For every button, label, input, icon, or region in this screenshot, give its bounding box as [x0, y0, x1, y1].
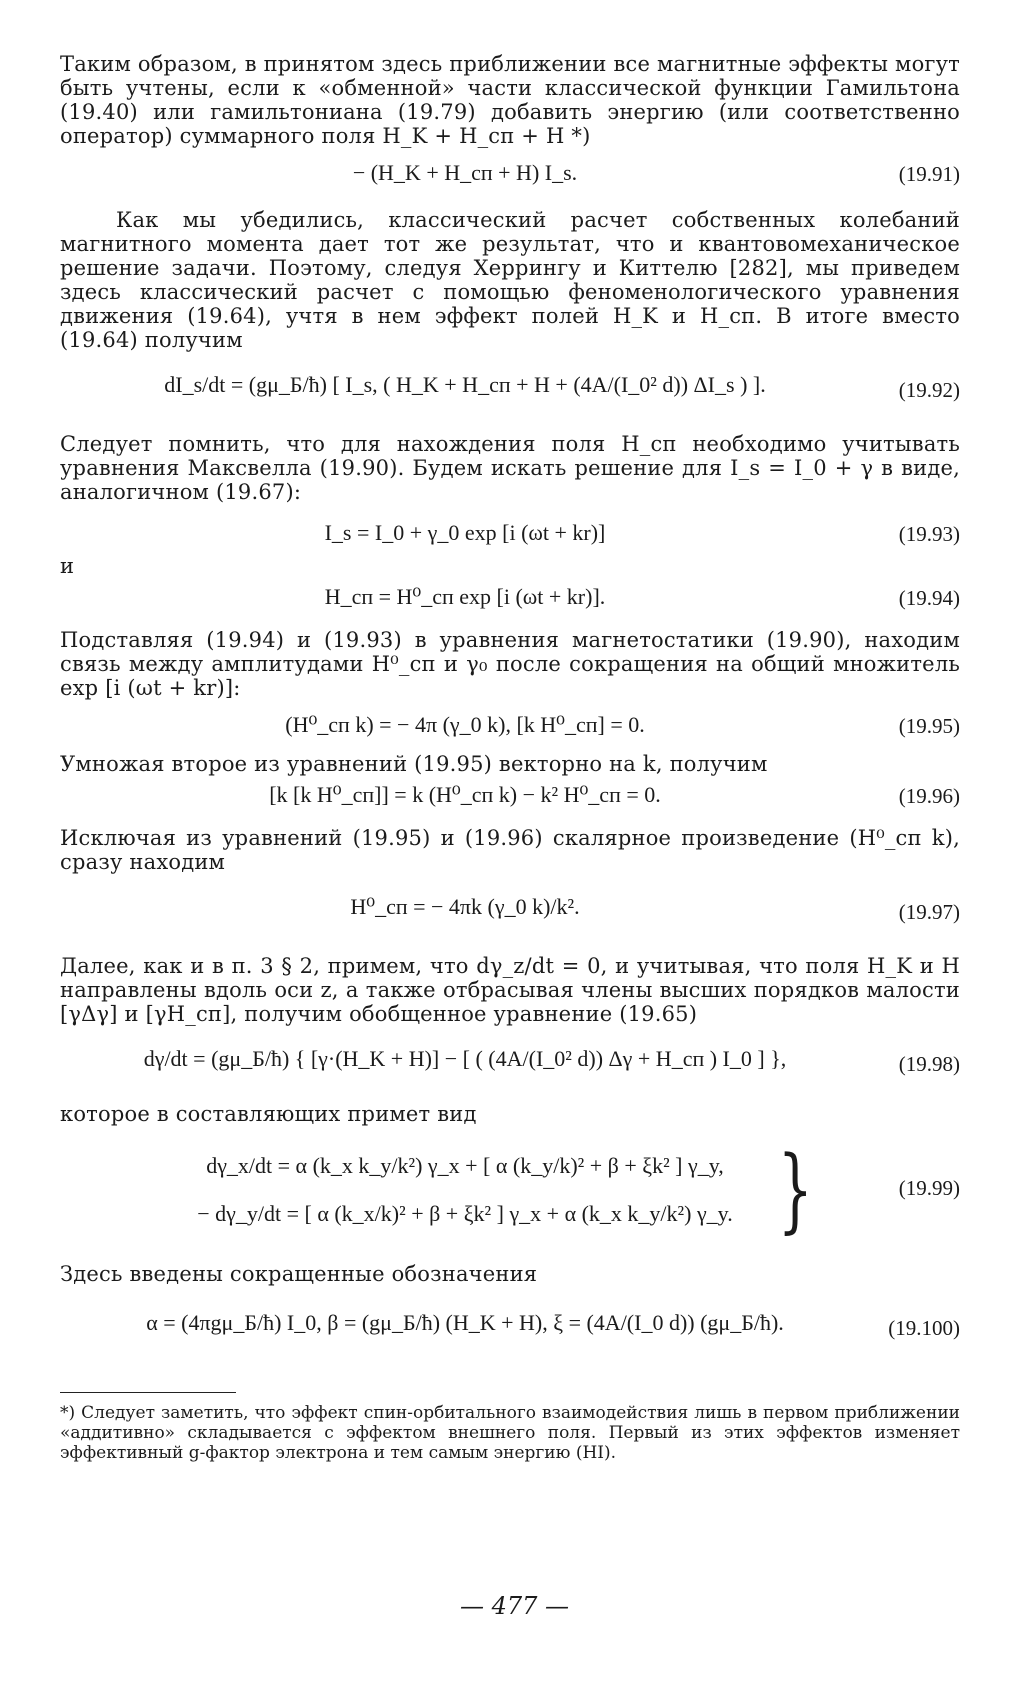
paragraph: Здесь введены сокращенные обозначения [60, 1262, 538, 1286]
equation-formula: H⁰_сп = − 4πk (γ_0 k)/k². [350, 894, 580, 919]
paragraph: Таким образом, в принятом здесь приближении все магнитные эффекты могут быть учтены, если к «обменной» части классической функции Гамильтона (19.40) или гамильтониана (19.79) добавить энергию (или соответственно оператор) суммарного поля H_K + H_сп + H *) [60, 52, 960, 148]
equation-19-100 [60, 1296, 960, 1360]
equation-number: (19.96) [898, 784, 960, 808]
equation-19-95 [60, 706, 960, 746]
equation-formula: α = (4πgμ_Б/ħ) I_0, β = (gμ_Б/ħ) (H_K + H), ξ = (4A/(I_0 d)) (gμ_Б/ħ). [146, 1310, 784, 1335]
equation-19-98 [60, 1032, 960, 1096]
paragraph: Подставляя (19.94) и (19.93) в уравнения магнетостатики (19.90), находим связь между амплитудами H⁰_сп и γ₀ после сокращения на общий множитель exp [i (ωt + kr)]: [60, 628, 960, 700]
equation-formula: H_сп = H⁰_сп exp [i (ωt + kr)]. [324, 584, 606, 609]
equation-formula: − dγ_y/dt = [ α (k_x/k)² + β + ξk² ] γ_x + α (k_x k_y/k²) γ_y. [197, 1201, 733, 1226]
equation-number: (19.100) [888, 1316, 960, 1340]
equation-formula: [k [k H⁰_сп]] = k (H⁰_сп k) − k² H⁰_сп = 0. [269, 782, 661, 807]
equation-19-96 [60, 776, 960, 816]
equation-formula: − (H_K + H_сп + H) I_s. [352, 160, 578, 185]
equation-number: (19.95) [898, 714, 960, 738]
paragraph: Далее, как и в п. 3 § 2, примем, что dγ_z/dt = 0, и учитывая, что поля H_K и H направлены вдоль оси z, а также отбрасывая члены высших порядков малости [γΔγ] и [γH_сп], получим обобщенное уравнение (19.65) [60, 954, 960, 1026]
equation-number: (19.98) [898, 1052, 960, 1076]
equation-number: (19.93) [898, 522, 960, 546]
equation-19-92 [60, 358, 960, 422]
equation-number: (19.92) [898, 378, 960, 402]
equation-number: (19.91) [898, 162, 960, 186]
paragraph: которое в составляющих примет вид [60, 1102, 477, 1126]
footnote: *) Следует заметить, что эффект спин-орбитального взаимодействия лишь в первом приближении «аддитивно» складывается с эффектом внешнего поля. Первый из этих эффектов изменяет эффективный g-фактор электрона и тем самым энергию (HI). [60, 1403, 960, 1463]
paragraph: Как мы убедились, классический расчет собственных колебаний магнитного момента дает тот же результат, что и квантовомеханическое решение задачи. Поэтому, следуя Херрингу и Киттелю [282], мы приведем здесь классический расчет с помощью феноменологического уравнения движения (19.64), учтя в нем эффект полей H_K и H_сп. В итоге вместо (19.64) получим [60, 208, 960, 352]
footnote-divider [60, 1392, 236, 1393]
paragraph: Следует помнить, что для нахождения поля H_сп необходимо учитывать уравнения Максвелла (19.90). Будем искать решение для I_s = I_0 + γ в виде, аналогичном (19.67): [60, 432, 960, 504]
equation-formula: dγ_x/dt = α (k_x k_y/k²) γ_x + [ α (k_y/k)² + β + ξk² ] γ_y, [206, 1153, 724, 1178]
equation-formula: (H⁰_сп k) = − 4π (γ_0 k), [k H⁰_сп] = 0. [285, 712, 645, 737]
equation-formula: dI_s/dt = (gμ_Б/ħ) [ I_s, ( H_K + H_сп + H + (4A/(I_0² d)) ΔI_s ) ]. [164, 372, 766, 397]
equation-formula: I_s = I_0 + γ_0 exp [i (ωt + kr)] [324, 520, 606, 545]
equation-number: (19.94) [898, 586, 960, 610]
equation-19-94 [60, 578, 960, 618]
right-brace-glyph: } [778, 1136, 814, 1243]
paragraph: Исключая из уравнений (19.95) и (19.96) скалярное произведение (H⁰_сп k), сразу находим [60, 826, 960, 874]
equation-19-93 [60, 514, 960, 554]
equation-formula: dγ/dt = (gμ_Б/ħ) { [γ·(H_K + H)] − [ ( (4A/(I_0² d)) Δγ + H_сп ) I_0 ] }, [143, 1046, 787, 1071]
page-content [60, 52, 960, 1463]
equation-number: (19.99) [898, 1176, 960, 1200]
equation-19-91 [60, 154, 960, 194]
equation-19-99 [60, 1136, 960, 1248]
paragraph: и [60, 554, 74, 578]
paragraph: Умножая второе из уравнений (19.95) векторно на k, получим [60, 752, 768, 776]
page-number: — 477 — [459, 1592, 570, 1620]
equation-number: (19.97) [898, 900, 960, 924]
equation-19-97 [60, 880, 960, 944]
